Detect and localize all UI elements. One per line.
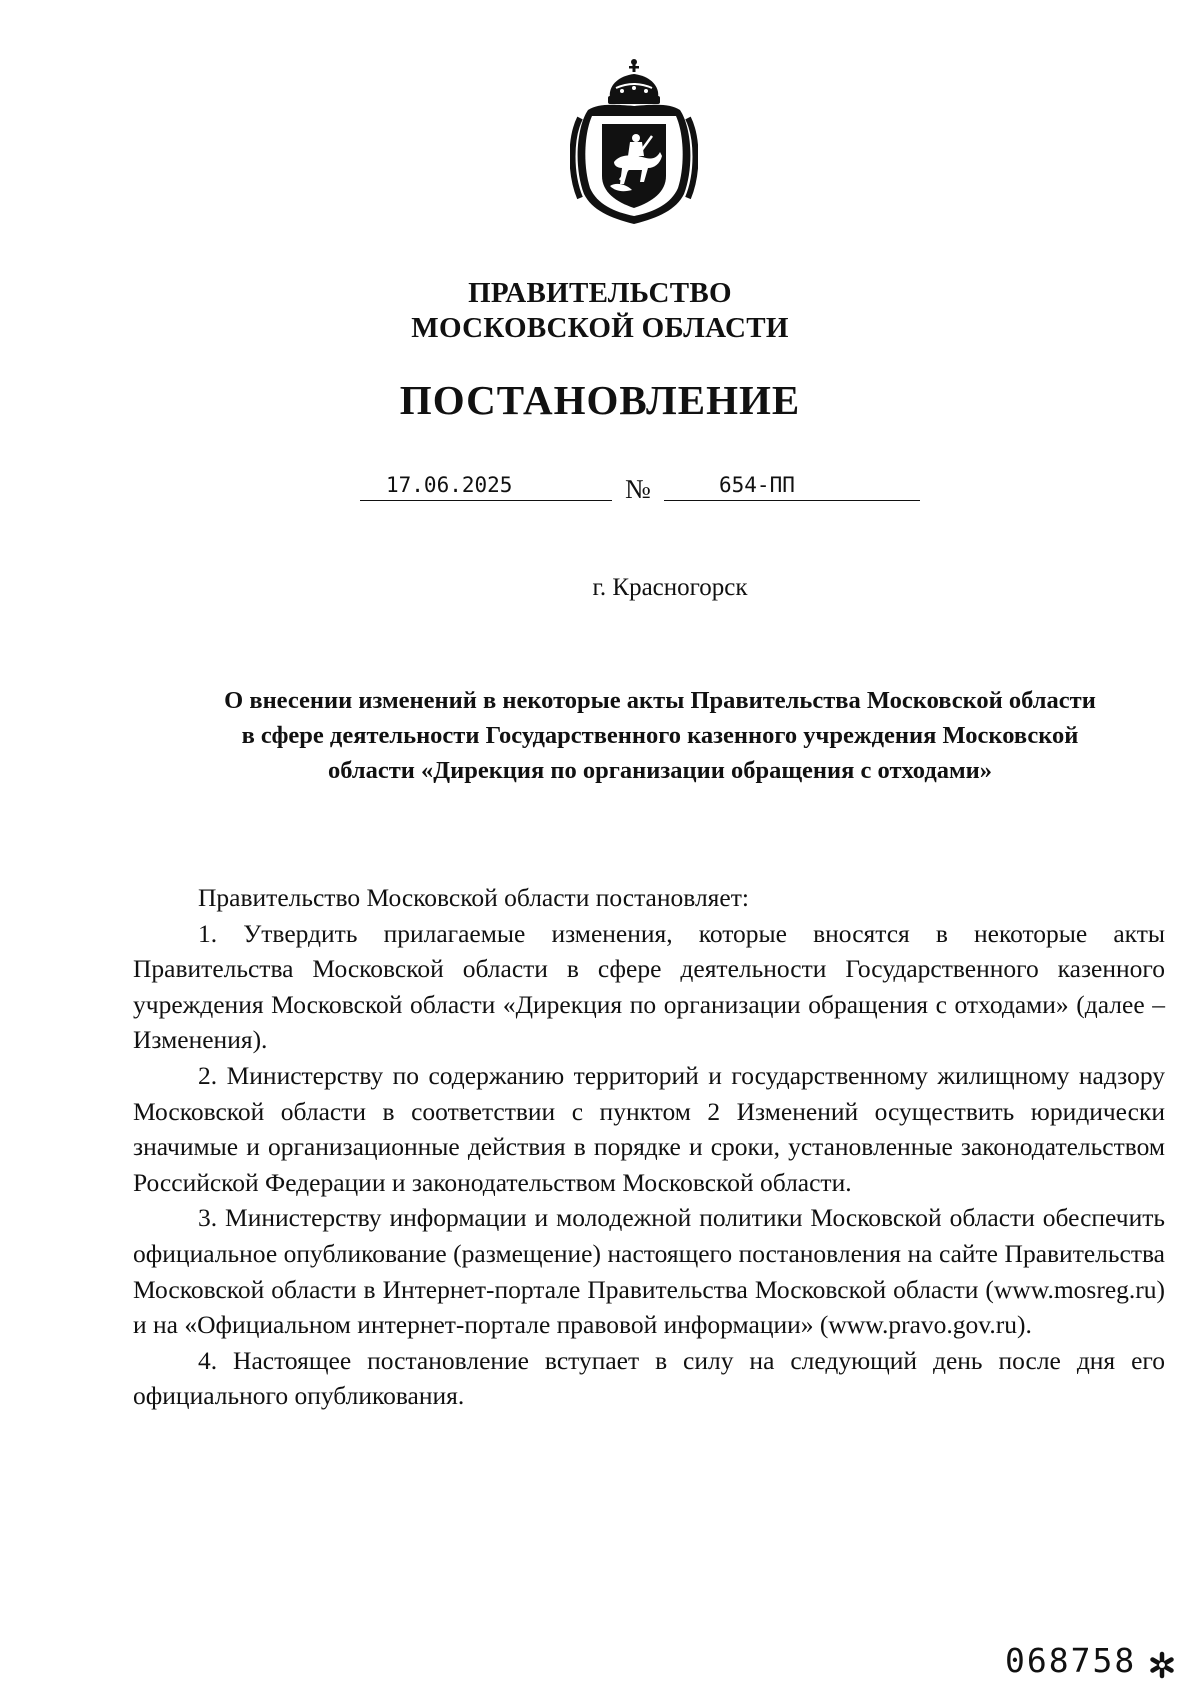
body-item-3: 3. Министерству информации и молодежной политики Московской области обеспечить официальное опубликование (размещение) настоящего постановления на сайте Правительства Московской области в Интернет-портале Правительства Московской области (www.mosreg.ru) и на «Официальном интернет-портале правовой информации» (www.pravo.gov.ru). <box>133 1203 1165 1340</box>
title-line-3: области «Дирекция по организации обращения с отходами» <box>327 757 993 784</box>
number-sign: № <box>625 474 651 504</box>
serial-number: 068758 <box>1005 1641 1137 1680</box>
body-preamble: Правительство Московской области постановляет: <box>198 883 749 912</box>
document-number: 654-ПП <box>664 470 920 501</box>
authority-line-2: МОСКОВСКОЙ ОБЛАСТИ <box>411 312 789 344</box>
asterisk-icon <box>1148 1651 1176 1679</box>
title-line-1: О внесении изменений в некоторые акты Правительства Московской области <box>224 687 1096 714</box>
place-of-issue: г. Красногорск <box>592 574 748 601</box>
title-line-2: в сфере деятельности Государственного казенного учреждения Московской <box>241 722 1079 749</box>
document-body <box>133 880 1165 1414</box>
issuing-authority <box>0 276 1200 346</box>
document-date: 17.06.2025 <box>360 470 612 501</box>
body-item-4: 4. Настоящее постановление вступает в силу на следующий день после дня его официального опубликования. <box>133 1345 1165 1411</box>
body-item-2: 2. Министерству по содержанию территорий и государственному жилищному надзору Московской области в соответствии с пунктом 2 Изменений осуществить юридически значимые и организационные действия в порядке и сроки, установленные законодательством Российской Федерации и законодательством Московской области. <box>133 1060 1165 1197</box>
coat-of-arms-icon <box>570 58 698 226</box>
body-item-1: 1. Утвердить прилагаемые изменения, которые вносятся в некоторые акты Правительства Московской области в сфере деятельности Государственного казенного учреждения Московской области «Дирекция по организации обращения с отходами» (далее – Изменения). <box>133 918 1165 1055</box>
document-title <box>150 683 1170 788</box>
authority-line-1: ПРАВИТЕЛЬСТВО <box>468 277 732 309</box>
document-type-heading: ПОСТАНОВЛЕНИЕ <box>399 377 801 423</box>
